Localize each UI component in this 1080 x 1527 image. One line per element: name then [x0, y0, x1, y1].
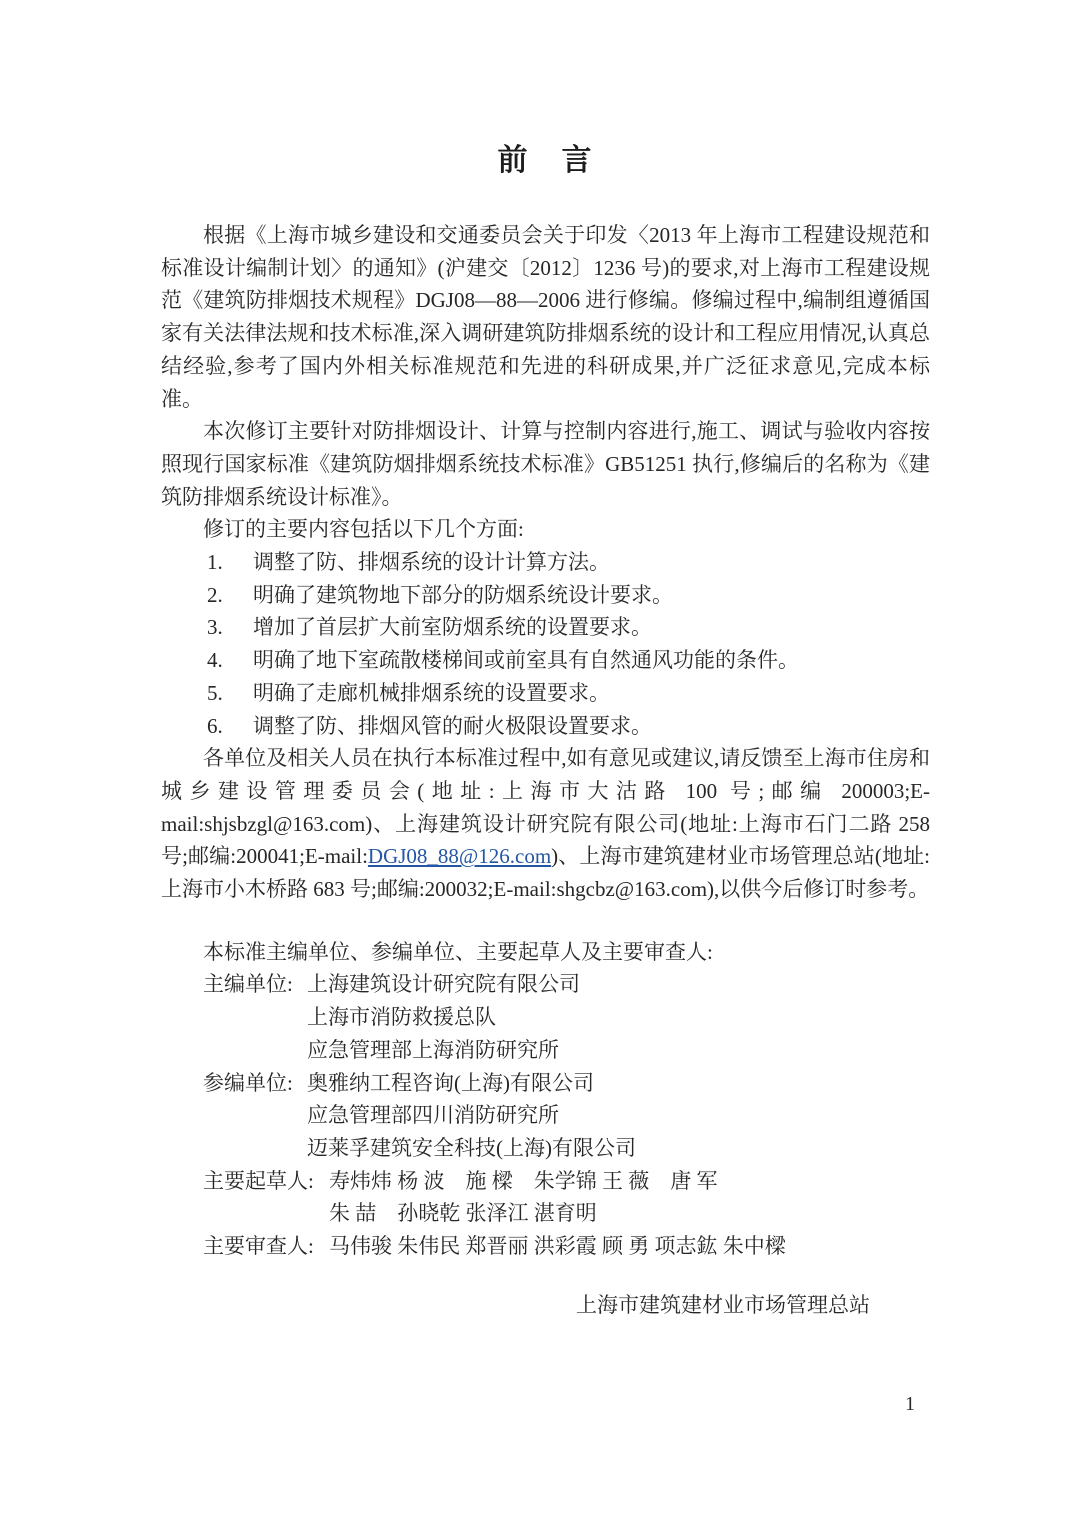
list-item-text: 明确了走廊机械排烟系统的设置要求。	[253, 680, 610, 705]
list-item	[161, 710, 930, 743]
list-item-number: 3.	[207, 615, 223, 640]
page-number: 1	[905, 1393, 915, 1415]
list-item	[161, 611, 930, 644]
list-item-number: 1.	[207, 550, 223, 575]
document-page	[161, 0, 930, 1322]
credit-value: 奥雅纳工程咨询(上海)有限公司	[307, 1070, 594, 1095]
credit-label	[203, 1132, 307, 1165]
credit-label	[203, 1197, 329, 1230]
list-item	[161, 579, 930, 612]
credit-label	[203, 1099, 307, 1132]
paragraph-revision-scope: 本次修订主要针对防排烟设计、计算与控制内容进行,施工、调试与验收内容按照现行国家标准《建筑防烟排烟系统技术标准》GB51251 执行,修编后的名称为《建筑防排烟系统设计标准》。	[161, 419, 930, 509]
list-item	[161, 677, 930, 710]
list-item-number: 4.	[207, 648, 223, 673]
feedback-text-post: )、上海市建筑建材业市场管理总站(地址:上海市小木桥路 683 号;邮编:200032;E-mail:shgcbz@163.com),以供今后修订时参考。	[161, 844, 931, 902]
list-item-text: 调整了防、排烟系统的设计计算方法。	[253, 550, 610, 575]
credit-value: 上海建筑设计研究院有限公司	[307, 972, 580, 997]
credit-row-unit	[161, 1132, 930, 1165]
credit-row-unit	[161, 1001, 930, 1034]
credit-value: 朱 喆 孙晓乾 张泽江 湛育明	[329, 1201, 597, 1226]
list-item	[161, 546, 930, 579]
list-item-number: 6.	[207, 713, 223, 738]
credit-value: 应急管理部上海消防研究所	[307, 1037, 559, 1062]
credit-row-drafters	[161, 1197, 930, 1230]
credit-row-unit	[161, 1099, 930, 1132]
credit-label: 主编单位:	[203, 972, 293, 997]
paragraph-feedback	[161, 742, 930, 906]
list-item-text: 增加了首层扩大前室防烟系统的设置要求。	[253, 615, 652, 640]
credit-value: 马伟骏 朱伟民 郑晋丽 洪彩霞 顾 勇 项志鈜 朱中樑	[329, 1234, 786, 1259]
credit-label: 主要审查人:	[203, 1234, 314, 1259]
credit-row-chief-editor-unit	[161, 968, 930, 1001]
credit-row-drafters	[161, 1165, 930, 1198]
list-item-number: 2.	[207, 582, 223, 607]
credit-row-reviewers	[161, 1230, 930, 1263]
list-item-text: 明确了地下室疏散楼梯间或前室具有自然通风功能的条件。	[253, 648, 799, 673]
paragraph-revision-intro: 修订的主要内容包括以下几个方面:	[203, 517, 524, 542]
list-item	[161, 644, 930, 677]
credit-label: 主要起草人:	[203, 1168, 314, 1193]
page-title: 前 言	[497, 144, 594, 177]
revision-list	[161, 546, 930, 742]
credit-value: 迈莱孚建筑安全科技(上海)有限公司	[307, 1135, 636, 1160]
signature-line: 上海市建筑建材业市场管理总站	[576, 1292, 870, 1317]
credit-label: 参编单位:	[203, 1070, 293, 1095]
credit-label	[203, 1034, 307, 1067]
credit-value: 上海市消防救援总队	[307, 1005, 496, 1030]
credits-block	[161, 968, 930, 1262]
credit-value: 寿炜炜 杨 波 施 樑 朱学锦 王 薇 唐 军	[329, 1168, 718, 1193]
credit-value: 应急管理部四川消防研究所	[307, 1103, 559, 1128]
list-item-number: 5.	[207, 680, 223, 705]
list-item-text: 调整了防、排烟风管的耐火极限设置要求。	[253, 713, 652, 738]
list-item-text: 明确了建筑物地下部分的防烟系统设计要求。	[253, 582, 673, 607]
credits-header: 本标准主编单位、参编单位、主要起草人及主要审查人:	[203, 939, 713, 964]
credit-label	[203, 1001, 307, 1034]
credit-row-co-editor-unit	[161, 1067, 930, 1100]
feedback-text-pre: 各单位及相关人员在执行本标准过程中,如有意见或建议,请反馈至上海市住房和城乡建设管理委员会(地址:上海市大沽路 100 号;邮编 200003;E-mail:shjsbzgl@163.com)、上海建筑设计研究院有限公司(地址:上海市石门二路 258 号;邮编:200041;E-mail:	[161, 746, 930, 869]
paragraph-basis: 根据《上海市城乡建设和交通委员会关于印发〈2013 年上海市工程建设规范和标准设计编制计划〉的通知》(沪建交〔2012〕1236 号)的要求,对上海市工程建设规范《建筑防排烟技术规程》DGJ08—88—2006 进行修编。修编过程中,编制组遵循国家有关法律法规和技术标准,深入调研建筑防排烟系统的设计和工程应用情况,认真总结经验,参考了国内外相关标准规范和先进的科研成果,并广泛征求意见,完成本标准。	[161, 223, 930, 411]
credit-row-unit	[161, 1034, 930, 1067]
email-link[interactable]: DGJ08_88@126.com	[367, 844, 552, 869]
